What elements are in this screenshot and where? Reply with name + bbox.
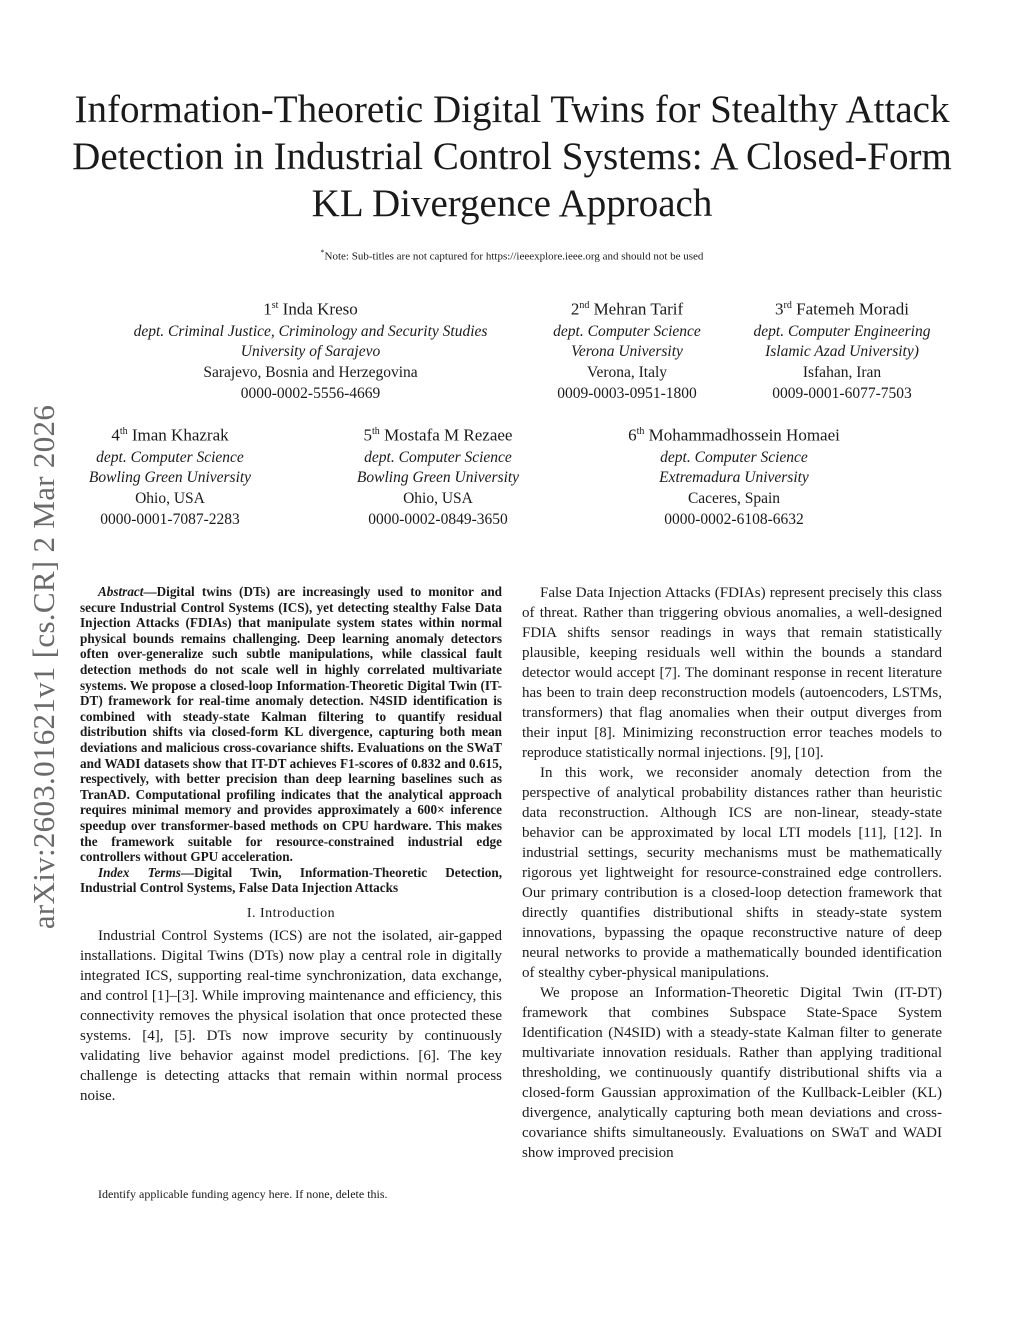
author-dept: dept. Computer Science <box>553 322 701 340</box>
author-name: Inda Kreso <box>282 299 358 319</box>
author-location: Isfahan, Iran <box>802 364 882 382</box>
author-ordinal: 4 <box>111 425 120 445</box>
author-orcid: 0000-0001-7087-2283 <box>100 511 240 529</box>
right-column <box>522 583 942 1163</box>
author-location: Verona, Italy <box>586 364 668 382</box>
author-dept: dept. Computer Engineering <box>753 322 931 340</box>
author-ordinal-suffix: th <box>119 426 128 437</box>
author-university: Bowling Green University <box>88 469 252 487</box>
author-university: Verona University <box>571 343 683 361</box>
note-text: Note: Sub-titles are not captured for https://ieeexplore.ieee.org and should not be used <box>324 250 704 263</box>
author-ordinal: 1 <box>263 299 272 319</box>
author-name: Iman Khazrak <box>131 425 229 445</box>
author-university: Extremadura University <box>659 469 809 487</box>
author-ordinal-suffix: st <box>271 300 279 311</box>
author-dept: dept. Computer Science <box>96 448 244 466</box>
arxiv-side-stamp <box>4 372 84 962</box>
author-ordinal: 5 <box>363 425 373 445</box>
author-university: University of Sarajevo <box>240 343 381 361</box>
author-location: Sarajevo, Bosnia and Herzegovina <box>203 364 418 382</box>
author-name: Mohammadhossein Homaei <box>648 425 840 445</box>
author-orcid: 0000-0002-5556-4669 <box>240 385 381 403</box>
author-dept: dept. Computer Science <box>660 448 808 466</box>
author-dept: dept. Criminal Justice, Criminology and Security Studies <box>133 322 488 340</box>
body-paragraph: We propose an Information-Theoretic Digital Twin (IT-DT) framework that combines Subspace State-Space System Identification (N4SID) with a steady-state Kalman filter to generate multivariate innovation residuals. Rather than applying traditional thresholding, we continuously quantify distributional shifts via a closed-form Gaussian approximation of the Kullback-Leibler (KL) divergence, analytically capturing both mean deviations and cross-covariance shifts simultaneously. Evaluations on SWaT and WADI show improved precision <box>522 985 942 1161</box>
index-terms-label: Index Terms <box>98 864 181 880</box>
abstract-label: Abstract <box>98 584 144 599</box>
author-orcid: 0000-0002-6108-6632 <box>664 511 804 529</box>
author-location: Ohio, USA <box>403 490 473 508</box>
author-block-4 <box>70 420 270 531</box>
author-ordinal: 3 <box>775 299 784 319</box>
left-column <box>80 584 502 1106</box>
author-ordinal-suffix: rd <box>783 300 792 311</box>
author-ordinal-suffix: nd <box>579 300 590 311</box>
author-university: Bowling Green University <box>356 469 520 487</box>
paper-title: Information-Theoretic Digital Twins for Stealthy Attack Detection in Industrial Control Systems: A Closed-Form KL Divergence Approach <box>72 88 952 225</box>
author-name: Mostafa M Rezaee <box>384 425 513 445</box>
author-block-3 <box>734 294 950 405</box>
arxiv-id: arXiv:2603.01621v1 [cs.CR] 2 Mar 2026 <box>26 404 61 930</box>
author-block-6 <box>600 420 868 531</box>
author-ordinal-suffix: th <box>372 426 380 437</box>
author-orcid: 0000-0002-0849-3650 <box>368 511 508 529</box>
author-block-1 <box>108 294 513 405</box>
note-marker: * <box>320 248 325 257</box>
section-heading: I. Introduction <box>246 905 336 921</box>
author-ordinal-suffix: th <box>636 426 645 437</box>
author-location: Caceres, Spain <box>687 490 781 508</box>
author-orcid: 0009-0001-6077-7503 <box>772 385 912 403</box>
author-university: Islamic Azad University) <box>765 343 919 361</box>
author-ordinal: 2 <box>570 299 580 319</box>
body-paragraph: False Data Injection Attacks (FDIAs) represent precisely this class of threat. Rather than triggering obvious anomalies, a well-designed FDIA shifts sensor readings in ways that remain statistically plausible, keeping residuals well within the bounds a standard detector would accept [7]. The dominant response in recent literature has been to train deep reconstruction models (autoencoders, LSTMs, transformers) that flag anomalies when their output diverges from their input [8]. Minimizing reconstruction error teaches models to reproduce statistically normal injections. [9], [10]. <box>522 585 942 761</box>
title-note <box>0 248 1024 263</box>
author-name: Mehran Tarif <box>593 299 684 319</box>
author-orcid: 0009-0003-0951-1800 <box>557 385 697 403</box>
author-ordinal: 6 <box>628 425 637 445</box>
body-paragraph: In this work, we reconsider anomaly detection from the perspective of analytical probability distances rather than heuristic data reconstruction. Although ICS are non-linear, steady-state behavior can be approximated by local LTI models [11], [12]. In industrial settings, security mechanisms must be mathematically rigorous yet lightweight for resource-constrained edge controllers. Our primary contribution is a closed-loop detection framework that directly quantifies distributional shifts in steady-state system innovations, bypassing the opaque reconstructive nature of deep neural networks to provide a mathematically bounded identification of stealthy cyber-physical manipulations. <box>522 765 942 981</box>
intro-paragraph: Industrial Control Systems (ICS) are not the isolated, air-gapped installations. Digital Twins (DTs) now play a central role in digitally integrated ICS, supporting real-time synchronization, data exchange, and control [1]–[3]. While improving maintenance and efficiency, this connectivity removes the physical isolation that once protected these systems. [4], [5]. DTs now improve security by continuously validating live behavior against model predictions. [6]. The key challenge is detecting attacks that remain within normal process noise. <box>80 927 502 1104</box>
funding-footnote: Identify applicable funding agency here. If none, delete this. <box>98 1187 388 1201</box>
author-block-2 <box>524 294 730 405</box>
index-terms-text: Digital Twin, Information-Theoretic Detection, Industrial Control Systems, False Data Injection Attacks <box>80 864 502 896</box>
author-dept: dept. Computer Science <box>364 448 512 466</box>
author-block-5 <box>333 420 543 531</box>
author-name: Fatemeh Moradi <box>796 299 909 319</box>
author-location: Ohio, USA <box>135 490 205 508</box>
abstract: Abstract—Digital twins (DTs) are increasingly used to monitor and secure Industrial Control Systems (ICS), yet detecting stealthy False Data Injection Attacks (FDIAs) that manipulate system states within normal physical bounds remains challenging. Deep learning anomaly detectors often over-generalize such subtle manipulations, while classical fault detection methods do not scale well in highly correlated multivariate systems. We propose a closed-loop Information-Theoretic Digital Twin (IT-DT) framework for real-time anomaly detection. N4SID identification is combined with steady-state Kalman filtering to quantify residual distribution shifts via closed-form KL divergence, capturing both mean deviations and malicious cross-covariance shifts. Evaluations on the SWaT and WADI datasets show that IT-DT achieves F1-scores of 0.832 and 0.615, respectively, with better precision than deep learning baselines such as TranAD. Computational profiling indicates that the analytical approach requires minimal memory and provides approximately a 600× inference speedup over transformer-based methods on CPU hardware. This makes the framework suitable for resource-constrained industrial edge controllers without GPU acceleration. <box>80 584 502 865</box>
index-terms: Index Terms—Digital Twin, Information-Theoretic Detection, Industrial Control Systems, False Data Injection Attacks <box>80 864 502 896</box>
abstract-text: Digital twins (DTs) are increasingly used to monitor and secure Industrial Control Systems (ICS), yet detecting stealthy False Data Injection Attacks (FDIAs) that manipulate system states within normal physical bounds remains challenging. Deep learning anomaly detectors often over-generalize such subtle manipulations, while classical fault detection methods do not scale well in highly correlated multivariate systems. We propose a closed-loop Information-Theoretic Digital Twin (IT-DT) framework for real-time anomaly detection. N4SID identification is combined with steady-state Kalman filtering to quantify residual distribution shifts via closed-form KL divergence, capturing both mean deviations and malicious cross-covariance shifts. Evaluations on the SWaT and WADI datasets show that IT-DT achieves F1-scores of 0.832 and 0.615, respectively, with better precision than deep learning baselines such as TranAD. Computational profiling indicates that the analytical approach requires minimal memory and provides approximately a 600× inference speedup over transformer-based methods on CPU hardware. This makes the framework suitable for resource-constrained industrial edge controllers without GPU acceleration. <box>80 584 502 865</box>
